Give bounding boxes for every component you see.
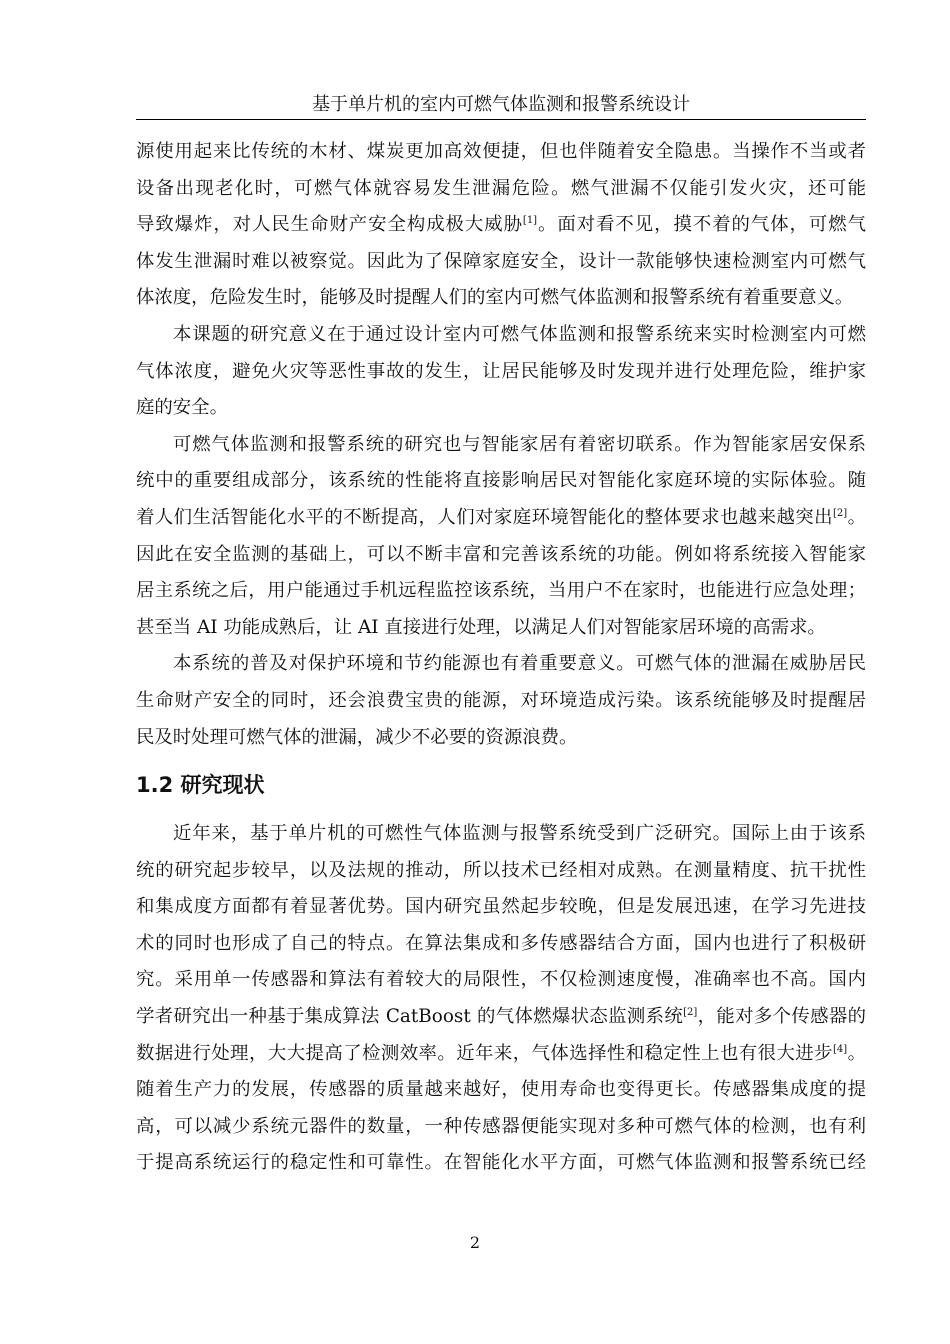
paragraph <box>136 646 866 756</box>
text-line: 和集成度方面都有着显著优势。国内研究虽然起步较晚，但是发展迅速，在学习先进技 <box>136 896 866 918</box>
text-line: 可燃气体监测和报警系统的研究也与智能家居有着密切联系。作为智能家居安保系 <box>173 433 866 455</box>
text-line: 本系统的普及对保护环境和节约能源也有着重要意义。可燃气体的泄漏在威胁居民 <box>173 653 866 675</box>
text-line: 生命财产安全的同时，还会浪费宝贵的能源，对环境造成污染。该系统能够及时提醒居 <box>136 689 866 711</box>
text-line: 统中的重要组成部分，该系统的性能将直接影响居民对智能化家庭环境的实际体验。随 <box>136 470 866 492</box>
text-line: 因此在安全监测的基础上，可以不断丰富和完善该系统的功能。例如将系统接入智能家 <box>136 543 866 565</box>
text-line: 本课题的研究意义在于通过设计室内可燃气体监测和报警系统来实时检测室内可燃 <box>173 323 866 345</box>
text-line: 学者研究出一种基于集成算法 CatBoost 的气体燃爆状态监测系统[2]，能对多个传感器的 <box>136 1006 866 1028</box>
text-line: 民及时处理可燃气体的泄漏，减少不必要的资源浪费。 <box>136 726 578 748</box>
body-text <box>136 134 866 1182</box>
paragraph <box>136 134 866 317</box>
text-line: 气体浓度，避免火灾等恶性事故的发生，让居民能够及时发现并进行处理危险，维护家 <box>136 360 866 382</box>
text-line: 着人们生活智能化水平的不断提高，人们对家庭环境智能化的整体要求也越来越突出[2]。 <box>136 506 866 528</box>
text-line: 术的同时也形成了自己的特点。在算法集成和多传感器结合方面，国内也进行了积极研 <box>136 932 866 954</box>
text-line: 甚至当 AI 功能成熟后，让 AI 直接进行处理，以满足人们对智能家居环境的高需求。 <box>136 616 826 638</box>
text-line: 近年来，基于单片机的可燃性气体监测与报警系统受到广泛研究。国际上由于该系 <box>173 823 866 845</box>
text-line: 统的研究起步较早，以及法规的推动，所以技术已经相对成熟。在测量精度、抗干扰性 <box>136 859 866 881</box>
text-line: 高，可以减少系统元器件的数量，一种传感器便能实现对多种可燃气体的检测，也有利 <box>136 1115 866 1137</box>
citation-marker: [2] <box>683 1007 698 1019</box>
section-heading: 1.2 研究现状 <box>136 773 265 798</box>
text-line: 庭的安全。 <box>136 397 228 419</box>
citation-marker: [2] <box>832 507 848 519</box>
text-line: 究。采用单一传感器和算法有着较大的局限性，不仅检测速度慢，准确率也不高。国内 <box>136 969 866 991</box>
paragraph <box>136 317 866 427</box>
citation-marker: [1] <box>522 215 538 227</box>
page-number: 2 <box>469 1233 481 1252</box>
text-line: 体浓度，危险发生时，能够及时提醒人们的室内可燃气体监测和报警系统有着重要意义。 <box>136 287 854 309</box>
text-line: 设备出现老化时，可燃气体就容易发生泄漏危险。燃气泄漏不仅能引发火灾，还可能 <box>136 177 866 199</box>
text-line: 体发生泄漏时难以被察觉。因此为了保障家庭安全，设计一款能够快速检测室内可燃气 <box>136 250 866 272</box>
paragraph <box>136 427 866 647</box>
text-line: 导致爆炸，对人民生命财产安全构成极大威胁[1]。面对看不见，摸不着的气体，可燃气 <box>136 214 866 236</box>
text-line: 数据进行处理，大大提高了检测效率。近年来，气体选择性和稳定性上也有很大进步[4]。 <box>136 1042 866 1064</box>
text-line: 源使用起来比传统的木材、煤炭更加高效便捷，但也伴随着安全隐患。当操作不当或者 <box>136 141 866 162</box>
text-line: 于提高系统运行的稳定性和可靠性。在智能化水平方面，可燃气体监测和报警系统已经 <box>136 1152 866 1174</box>
running-header: 基于单片机的室内可燃气体监测和报警系统设计 <box>136 91 866 120</box>
paragraph <box>136 816 866 1182</box>
text-line: 随着生产力的发展，传感器的质量越来越好，使用寿命也变得更长。传感器集成度的提 <box>136 1079 866 1101</box>
text-line: 居主系统之后，用户能通过手机远程监控该系统，当用户不在家时，也能进行应急处理； <box>136 580 866 602</box>
citation-marker: [4] <box>832 1043 848 1055</box>
